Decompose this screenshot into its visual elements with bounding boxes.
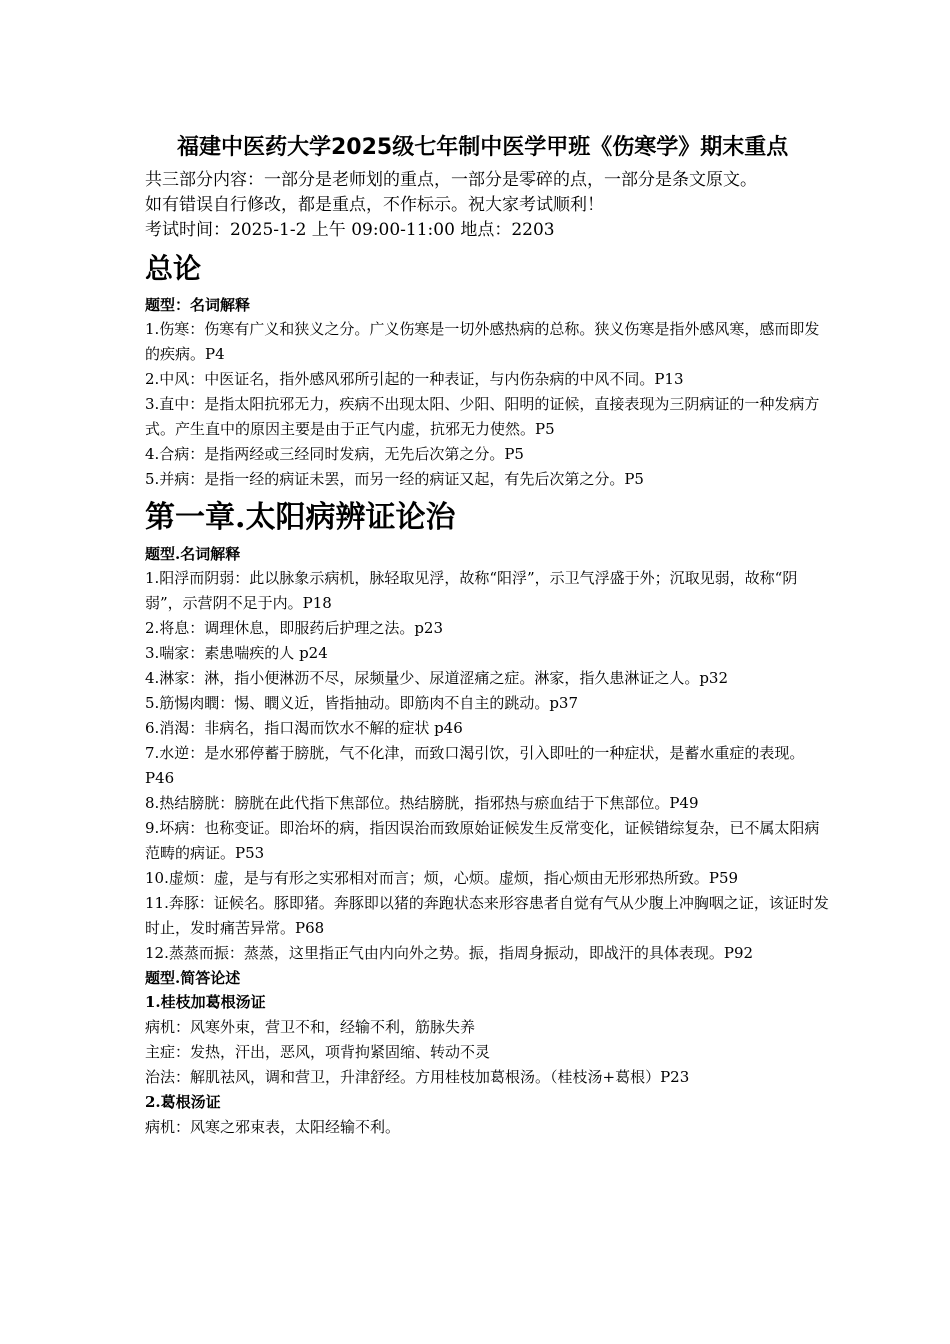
term-entry: 10.虚烦：虚，是与有形之实邪相对而言；烦，心烦。虚烦，指心烦由无形邪热所致。P59 [145,869,739,887]
section-heading-chapter1: 第一章.太阳病辨证论治 [145,500,456,535]
question-type-label: 题型.简答论述 [145,969,241,987]
formula-item-title: 1.桂枝加葛根汤证 [145,993,266,1011]
term-entry: 11.奔豚：证候名。豚即猪。奔豚即以猪的奔跑状态来形容患者自觉有气从少腹上冲胸咽之证，该证时发时止，发时痛苦异常。P68 [145,894,829,937]
term-entry: 4.合病：是指两经或三经同时发病，无先后次第之分。P5 [145,445,524,463]
formula-item-line: 病机：风寒之邪束表，太阳经输不利。 [145,1118,401,1136]
intro-line: 考试时间：2025-1-2 上午 09:00-11:00 地点：2203 [145,220,555,240]
term-entry: 12.蒸蒸而振：蒸蒸，这里指正气由内向外之势。振，指周身振动，即战汗的具体表现。P92 [145,944,754,962]
section-heading-overview: 总论 [145,252,202,285]
question-type-label: 题型.名词解释 [145,545,241,563]
term-entry: 5.并病：是指一经的病证未罢，而另一经的病证又起，有先后次第之分。P5 [145,470,644,488]
term-entry: 3.喘家：素患喘疾的人 p24 [145,644,328,662]
document-title: 福建中医药大学2025级七年制中医学甲班《伤寒学》期末重点 [177,135,789,160]
term-entry: 9.坏病：也称变证。即治坏的病，指因误治而致原始证候发生反常变化，证候错综复杂，已不属太阳病范畴的病证。P53 [145,819,820,862]
term-entry: 8.热结膀胱：膀胱在此代指下焦部位。热结膀胱，指邪热与瘀血结于下焦部位。P49 [145,794,699,812]
term-entry: 6.消渴：非病名，指口渴而饮水不解的症状 p46 [145,719,463,737]
term-entry: 2.将息：调理休息，即服药后护理之法。p23 [145,619,444,637]
term-entry: 1.阳浮而阴弱：此以脉象示病机，脉轻取见浮，故称“阳浮”，示卫气浮盛于外；沉取见弱，故称“阴弱”，示营阴不足于内。P18 [145,569,798,612]
formula-item-line: 治法：解肌祛风，调和营卫，升津舒经。方用桂枝加葛根汤。（桂枝汤+葛根）P23 [145,1068,690,1086]
term-entry: 4.淋家：淋，指小便淋沥不尽，尿频量少、尿道涩痛之症。淋家，指久患淋证之人。p32 [145,669,729,687]
term-entry: 7.水逆：是水邪停蓄于膀胱，气不化津，而致口渴引饮，引入即吐的一种症状，是蓄水重症的表现。P46 [145,744,805,787]
formula-item-line: 病机：风寒外束，营卫不和，经输不利，筋脉失养 [145,1018,476,1036]
term-entry: 1.伤寒：伤寒有广义和狭义之分。广义伤寒是一切外感热病的总称。狭义伤寒是指外感风寒，感而即发的疾病。P4 [145,320,820,363]
formula-item-line: 主症：发热，汗出，恶风，项背拘紧固缩、转动不灵 [145,1043,491,1061]
intro-line: 如有错误自行修改，都是重点，不作标示。祝大家考试顺利！ [145,195,604,215]
question-type-label: 题型：名词解释 [145,296,251,314]
formula-item-title: 2.葛根汤证 [145,1093,221,1111]
intro-block [145,168,830,243]
term-entry: 2.中风：中医证名，指外感风邪所引起的一种表证，与内伤杂病的中风不同。P13 [145,370,684,388]
term-entry: 5.筋惕肉瞤：惕、瞤义近，皆指抽动。即筋肉不自主的跳动。p37 [145,694,579,712]
term-entry: 3.直中：是指太阳抗邪无力，疾病不出现太阳、少阳、阳明的证候，直接表现为三阴病证的一种发病方式。产生直中的原因主要是由于正气内虚，抗邪无力使然。P5 [145,395,820,438]
intro-line: 共三部分内容：一部分是老师划的重点，一部分是零碎的点，一部分是条文原文。 [145,170,757,190]
